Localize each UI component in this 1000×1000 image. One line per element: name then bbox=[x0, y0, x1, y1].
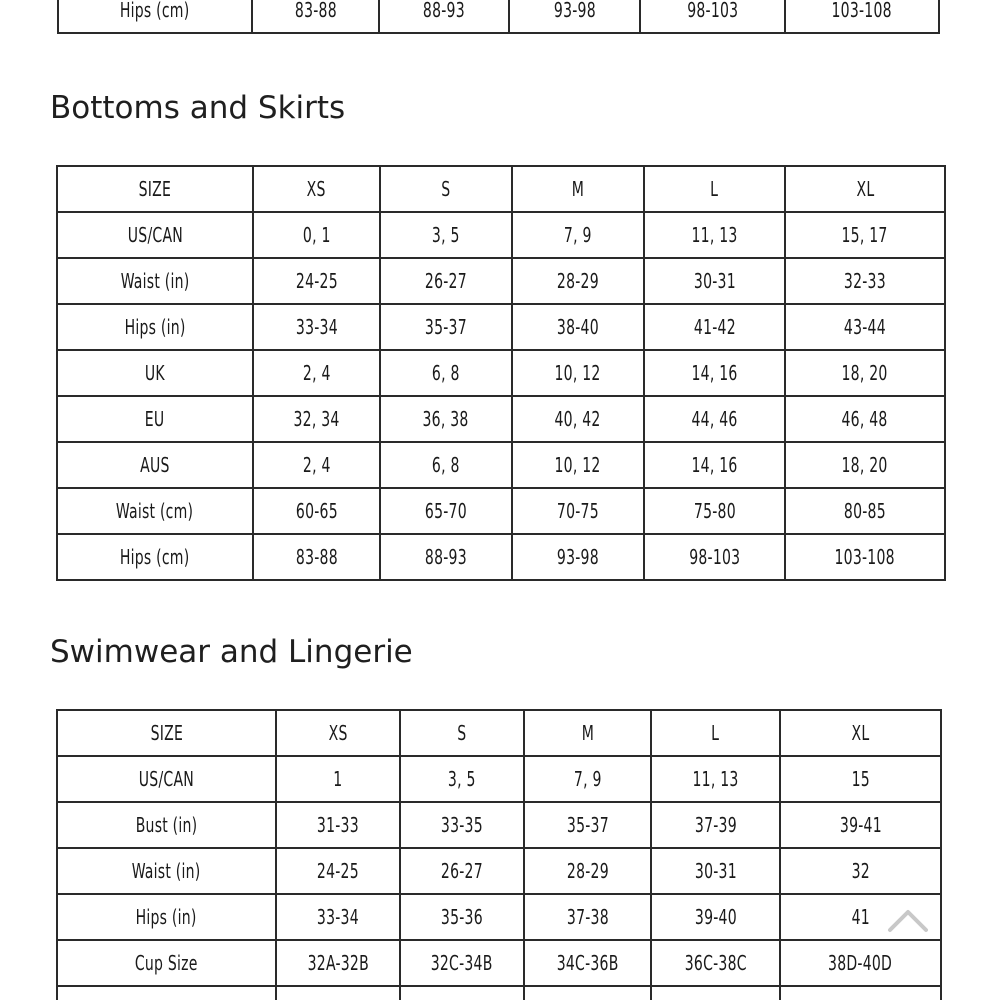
table-cell bbox=[512, 534, 644, 580]
cell-value: 34C-36B bbox=[556, 951, 619, 975]
row-label-text: UK bbox=[145, 361, 165, 385]
cell-value: 37-38 bbox=[566, 905, 609, 929]
table-row bbox=[57, 488, 945, 534]
row-label-text: Waist (in) bbox=[120, 269, 190, 293]
cell-value: 6, 8 bbox=[432, 361, 460, 385]
table-row bbox=[57, 986, 941, 1000]
cell-value: 35-37 bbox=[425, 315, 467, 339]
cell-value: 36, 38 bbox=[422, 407, 470, 431]
cell-value: 98-103 bbox=[686, 0, 739, 22]
table-cell bbox=[253, 166, 380, 212]
table-row bbox=[57, 940, 941, 986]
cell-value: L bbox=[711, 721, 720, 745]
table-cell bbox=[651, 940, 780, 986]
cell-value: 33-34 bbox=[295, 315, 338, 339]
row-label-cell bbox=[58, 0, 252, 33]
table-cell bbox=[524, 894, 651, 940]
table-cell bbox=[644, 304, 785, 350]
cell-value: 30-31 bbox=[694, 859, 737, 883]
table-cell bbox=[512, 442, 644, 488]
cell-value: 88-93 bbox=[423, 0, 465, 22]
row-label-text: Waist (cm) bbox=[116, 499, 194, 523]
row-label-cell bbox=[57, 212, 253, 258]
table-cell bbox=[380, 488, 512, 534]
cell-value: 83-88 bbox=[295, 545, 338, 569]
table-cell bbox=[651, 894, 780, 940]
cell-value: 10, 12 bbox=[554, 361, 602, 385]
table-cell bbox=[785, 442, 945, 488]
row-label-text: Cup Size bbox=[135, 951, 198, 975]
cell-value: 3, 5 bbox=[432, 223, 460, 247]
cell-value: 39-40 bbox=[694, 905, 737, 929]
row-label-cell bbox=[57, 756, 276, 802]
table-cell bbox=[644, 488, 785, 534]
cell-value: 35-37 bbox=[566, 813, 609, 837]
table-row bbox=[57, 756, 941, 802]
row-label-cell bbox=[57, 166, 253, 212]
table-cell bbox=[400, 710, 524, 756]
table-cell bbox=[253, 534, 380, 580]
table-cell bbox=[780, 756, 941, 802]
table-cell bbox=[253, 488, 380, 534]
cell-value: XL bbox=[851, 721, 870, 745]
cell-value: 3, 5 bbox=[448, 767, 476, 791]
table-cell bbox=[253, 212, 380, 258]
table-cell bbox=[400, 756, 524, 802]
cell-value: 2, 4 bbox=[302, 453, 331, 477]
cell-value: 75-80 bbox=[693, 499, 736, 523]
table-cell bbox=[253, 442, 380, 488]
cell-value: 98-103 bbox=[688, 545, 741, 569]
cell-value: 32, 34 bbox=[293, 407, 340, 431]
table-cell bbox=[785, 350, 945, 396]
cell-value: 83-88 bbox=[294, 0, 337, 22]
table-cell bbox=[780, 802, 941, 848]
table-row bbox=[57, 848, 941, 894]
row-label-text: Hips (in) bbox=[124, 315, 186, 339]
cell-value: 15, 17 bbox=[841, 223, 889, 247]
bottoms-size-table bbox=[56, 165, 946, 581]
cell-value: 41 bbox=[851, 905, 870, 929]
table-cell bbox=[276, 894, 400, 940]
chevron-up-icon bbox=[884, 900, 932, 936]
cell-value: 103-108 bbox=[834, 545, 896, 569]
row-label-cell bbox=[57, 534, 253, 580]
table-cell bbox=[524, 848, 651, 894]
table-cell bbox=[380, 212, 512, 258]
table-cell bbox=[651, 986, 780, 1000]
table-cell bbox=[785, 304, 945, 350]
table-row bbox=[57, 442, 945, 488]
table-cell bbox=[644, 166, 785, 212]
cell-value: 32-33 bbox=[844, 269, 886, 293]
row-label-cell bbox=[57, 350, 253, 396]
cell-value: XS bbox=[328, 721, 348, 745]
cell-value: 24-25 bbox=[317, 859, 359, 883]
table-cell bbox=[644, 534, 785, 580]
cell-value: 39-41 bbox=[839, 813, 882, 837]
table-row bbox=[57, 396, 945, 442]
table-cell bbox=[644, 442, 785, 488]
cell-value: 14, 16 bbox=[691, 361, 738, 385]
cell-value: 37-39 bbox=[694, 813, 737, 837]
table-cell bbox=[276, 986, 400, 1000]
bottoms-section-title: Bottoms and Skirts bbox=[50, 90, 346, 126]
table-cell bbox=[780, 940, 941, 986]
row-label-text: EU bbox=[145, 407, 165, 431]
table-cell bbox=[512, 350, 644, 396]
table-cell bbox=[380, 304, 512, 350]
cell-value: 24-25 bbox=[295, 269, 338, 293]
table-cell bbox=[780, 848, 941, 894]
table-row bbox=[57, 350, 945, 396]
cell-value: 60-65 bbox=[295, 499, 338, 523]
row-label-text: AUS bbox=[140, 453, 170, 477]
row-label-text: Waist (in) bbox=[132, 859, 201, 883]
table-cell bbox=[380, 350, 512, 396]
table-cell bbox=[400, 802, 524, 848]
cell-value: 28-29 bbox=[557, 269, 599, 293]
table-row bbox=[57, 304, 945, 350]
cell-value: 7, 9 bbox=[564, 223, 592, 247]
table-cell bbox=[785, 0, 939, 33]
cell-value: XL bbox=[856, 177, 874, 201]
scroll-to-top-button[interactable] bbox=[884, 900, 932, 936]
table-cell bbox=[512, 212, 644, 258]
cell-value: 18, 20 bbox=[841, 361, 889, 385]
cell-value: 7, 9 bbox=[573, 767, 602, 791]
cell-value: 31-33 bbox=[317, 813, 359, 837]
table-cell bbox=[512, 304, 644, 350]
table-row bbox=[57, 258, 945, 304]
cell-value: 32 bbox=[851, 859, 870, 883]
table-cell bbox=[380, 534, 512, 580]
table-cell bbox=[512, 488, 644, 534]
row-label-text: SIZE bbox=[150, 721, 183, 745]
table-header-row bbox=[57, 166, 945, 212]
cell-value: 18, 20 bbox=[841, 453, 889, 477]
row-label-text: US/CAN bbox=[138, 767, 195, 791]
table-cell bbox=[651, 710, 780, 756]
table-cell bbox=[785, 212, 945, 258]
table-cell bbox=[400, 894, 524, 940]
cell-value: 26-27 bbox=[441, 859, 483, 883]
table-cell bbox=[276, 848, 400, 894]
table-cell bbox=[253, 304, 380, 350]
row-label-cell bbox=[57, 986, 276, 1000]
table-header-row bbox=[57, 710, 941, 756]
row-label-text: Hips (in) bbox=[135, 905, 197, 929]
cell-value: S bbox=[457, 721, 467, 745]
table-cell bbox=[400, 940, 524, 986]
table-cell bbox=[252, 0, 379, 33]
row-label-cell bbox=[57, 396, 253, 442]
row-label-cell bbox=[57, 848, 276, 894]
table-cell bbox=[380, 396, 512, 442]
cell-value: 80-85 bbox=[844, 499, 886, 523]
table-cell bbox=[253, 258, 380, 304]
table-cell bbox=[512, 396, 644, 442]
table-cell bbox=[785, 258, 945, 304]
cell-value: 28-29 bbox=[566, 859, 609, 883]
row-label-text: Hips (cm) bbox=[120, 0, 190, 22]
row-label-cell bbox=[57, 488, 253, 534]
cell-value: 35-36 bbox=[441, 905, 483, 929]
cell-value: 93-98 bbox=[553, 0, 596, 22]
table-cell bbox=[380, 166, 512, 212]
table-cell bbox=[524, 756, 651, 802]
cell-value: 40, 42 bbox=[554, 407, 602, 431]
cell-value: 0, 1 bbox=[302, 223, 331, 247]
row-label-text: Hips (cm) bbox=[120, 545, 190, 569]
cell-value: 15 bbox=[851, 767, 870, 791]
table-cell bbox=[253, 396, 380, 442]
table-cell bbox=[780, 986, 941, 1000]
table-cell bbox=[509, 0, 640, 33]
cell-value: 26-27 bbox=[425, 269, 467, 293]
row-label-cell bbox=[57, 894, 276, 940]
tops-size-table bbox=[57, 0, 940, 34]
table-row bbox=[57, 534, 945, 580]
cell-value: 38-40 bbox=[557, 315, 599, 339]
table-cell bbox=[400, 848, 524, 894]
table-cell bbox=[651, 756, 780, 802]
cell-value: M bbox=[581, 721, 594, 745]
cell-value: 36C-38C bbox=[684, 951, 747, 975]
cell-value: 44, 46 bbox=[691, 407, 738, 431]
cell-value: 6, 8 bbox=[432, 453, 460, 477]
table-cell bbox=[276, 802, 400, 848]
cell-value: 32C-34B bbox=[431, 951, 493, 975]
row-label-cell bbox=[57, 802, 276, 848]
table-cell bbox=[524, 986, 651, 1000]
cell-value: M bbox=[571, 177, 585, 201]
row-label-text: SIZE bbox=[138, 177, 172, 201]
swimwear-size-table bbox=[56, 709, 942, 1000]
cell-value: 30-31 bbox=[693, 269, 736, 293]
table-cell bbox=[524, 940, 651, 986]
row-label-cell bbox=[57, 940, 276, 986]
table-cell bbox=[253, 350, 380, 396]
cell-value: 33-34 bbox=[317, 905, 359, 929]
table-cell bbox=[644, 396, 785, 442]
table-row bbox=[57, 894, 941, 940]
cell-value: 88-93 bbox=[425, 545, 467, 569]
table-cell bbox=[785, 534, 945, 580]
cell-value: 103-108 bbox=[831, 0, 893, 22]
table-row bbox=[58, 0, 939, 33]
row-label-cell bbox=[57, 258, 253, 304]
cell-value: 2, 4 bbox=[302, 361, 331, 385]
table-cell bbox=[644, 258, 785, 304]
table-cell bbox=[380, 442, 512, 488]
table-cell bbox=[780, 710, 941, 756]
table-cell bbox=[524, 802, 651, 848]
row-label-text: Bust (in) bbox=[135, 813, 198, 837]
cell-value: 1 bbox=[333, 767, 343, 791]
table-cell bbox=[512, 166, 644, 212]
cell-value: 11, 13 bbox=[692, 767, 739, 791]
cell-value: 10, 12 bbox=[554, 453, 602, 477]
cell-value: 46, 48 bbox=[841, 407, 889, 431]
table-cell bbox=[644, 350, 785, 396]
table-cell bbox=[512, 258, 644, 304]
swimwear-section-title: Swimwear and Lingerie bbox=[50, 634, 413, 670]
table-cell bbox=[276, 756, 400, 802]
cell-value: XS bbox=[306, 177, 326, 201]
cell-value: S bbox=[441, 177, 451, 201]
table-cell bbox=[524, 710, 651, 756]
table-cell bbox=[276, 940, 400, 986]
row-label-text: US/CAN bbox=[127, 223, 183, 247]
cell-value: L bbox=[710, 177, 719, 201]
cell-value: 11, 13 bbox=[691, 223, 738, 247]
table-cell bbox=[651, 802, 780, 848]
table-cell bbox=[640, 0, 785, 33]
cell-value: 41-42 bbox=[693, 315, 736, 339]
table-cell bbox=[380, 258, 512, 304]
table-cell bbox=[276, 710, 400, 756]
row-label-cell bbox=[57, 304, 253, 350]
table-cell bbox=[400, 986, 524, 1000]
table-cell bbox=[644, 212, 785, 258]
cell-value: 65-70 bbox=[425, 499, 467, 523]
cell-value: 38D-40D bbox=[828, 951, 893, 975]
cell-value: 70-75 bbox=[557, 499, 599, 523]
table-row bbox=[57, 212, 945, 258]
cell-value: 14, 16 bbox=[691, 453, 738, 477]
row-label-cell bbox=[57, 710, 276, 756]
cell-value: 93-98 bbox=[557, 545, 599, 569]
row-label-cell bbox=[57, 442, 253, 488]
table-cell bbox=[651, 848, 780, 894]
table-cell bbox=[785, 396, 945, 442]
cell-value: 43-44 bbox=[844, 315, 886, 339]
cell-value: 32A-32B bbox=[307, 951, 369, 975]
cell-value: 33-35 bbox=[441, 813, 483, 837]
table-row bbox=[57, 802, 941, 848]
table-cell bbox=[379, 0, 509, 33]
table-cell bbox=[785, 488, 945, 534]
table-cell bbox=[785, 166, 945, 212]
